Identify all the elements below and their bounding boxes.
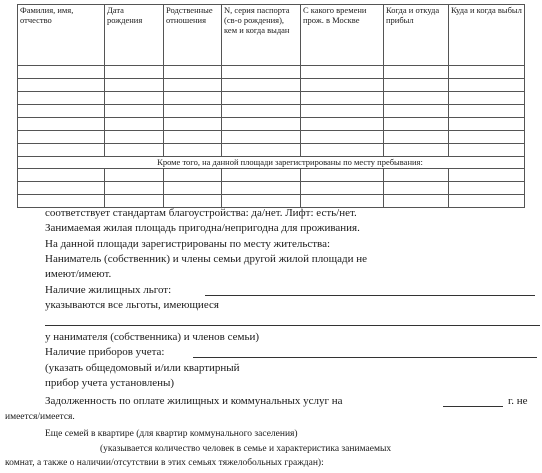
benefits-hint: указываются все льготы, имеющиеся: [45, 299, 219, 311]
table-row: [18, 66, 525, 79]
benefits-label: Наличие жилищных льгот:: [45, 284, 172, 296]
debt-line-1: Задолженность по оплате жилищных и коммунальных услуг на: [45, 395, 343, 407]
table-row: [18, 79, 525, 92]
header-departed: Куда и когда выбыл: [449, 5, 525, 66]
table-row: [18, 144, 525, 157]
registered-line: На данной площади зарегистрированы по месту жительства:: [45, 238, 331, 250]
table-row: [18, 182, 525, 195]
table-row: [18, 118, 525, 131]
table-row: [18, 131, 525, 144]
table-row: [18, 195, 525, 208]
table-row: [18, 105, 525, 118]
table-row: [18, 169, 525, 182]
debt-line-1-end: г. не: [508, 395, 528, 407]
benefits-field-2[interactable]: [45, 325, 540, 326]
other-families-line: Еще семей в квартире (для квартир коммунального заселения): [45, 429, 298, 439]
debt-line-2: имеется/имеется.: [5, 412, 75, 422]
header-full-name: Фамилия, имя, отчество: [18, 5, 105, 66]
header-arrived: Когда и откуда прибыл: [384, 5, 449, 66]
header-relation: Родственные отношения: [164, 5, 222, 66]
benefits-field[interactable]: [205, 295, 535, 296]
suitability-line: Занимаемая жилая площадь пригодна/непригодна для проживания.: [45, 222, 360, 234]
debt-date-field[interactable]: [443, 406, 503, 407]
meters-hint-2: прибор учета установлены): [45, 377, 175, 389]
table-row: [18, 92, 525, 105]
tenant-line-2: имеют/имеют.: [45, 268, 112, 280]
header-moscow-since: С какого времени прож. в Москве: [301, 5, 384, 66]
standards-line: соответствует стандартам благоустройства: да/нет. Лифт: есть/нет.: [45, 207, 357, 219]
meters-field[interactable]: [193, 357, 537, 358]
tenant-members-line: у нанимателя (собственника) и членов семьи): [45, 331, 260, 343]
also-registered-note: Кроме того, на данной площади зарегистрированы по месту пребывания:: [18, 157, 525, 169]
also-registered-row: [18, 157, 525, 169]
header-passport: N, серия паспорта (св-о рождения), кем и когда выдан: [222, 5, 301, 66]
residents-table: [17, 4, 525, 208]
families-hint-2: комнат, а также о наличии/отсутствии в этих семьях тяжелобольных граждан):: [5, 458, 324, 468]
table-header-row: [18, 5, 525, 66]
header-birth-date: Дата рождения: [105, 5, 164, 66]
families-hint-1: (указывается количество человек в семье и характеристика занимаемых: [100, 444, 392, 454]
meters-hint-1: (указать общедомовый и/или квартирный: [45, 362, 240, 374]
tenant-line-1: Наниматель (собственник) и члены семьи другой жилой площади не: [45, 253, 368, 265]
meters-label: Наличие приборов учета:: [45, 346, 165, 358]
